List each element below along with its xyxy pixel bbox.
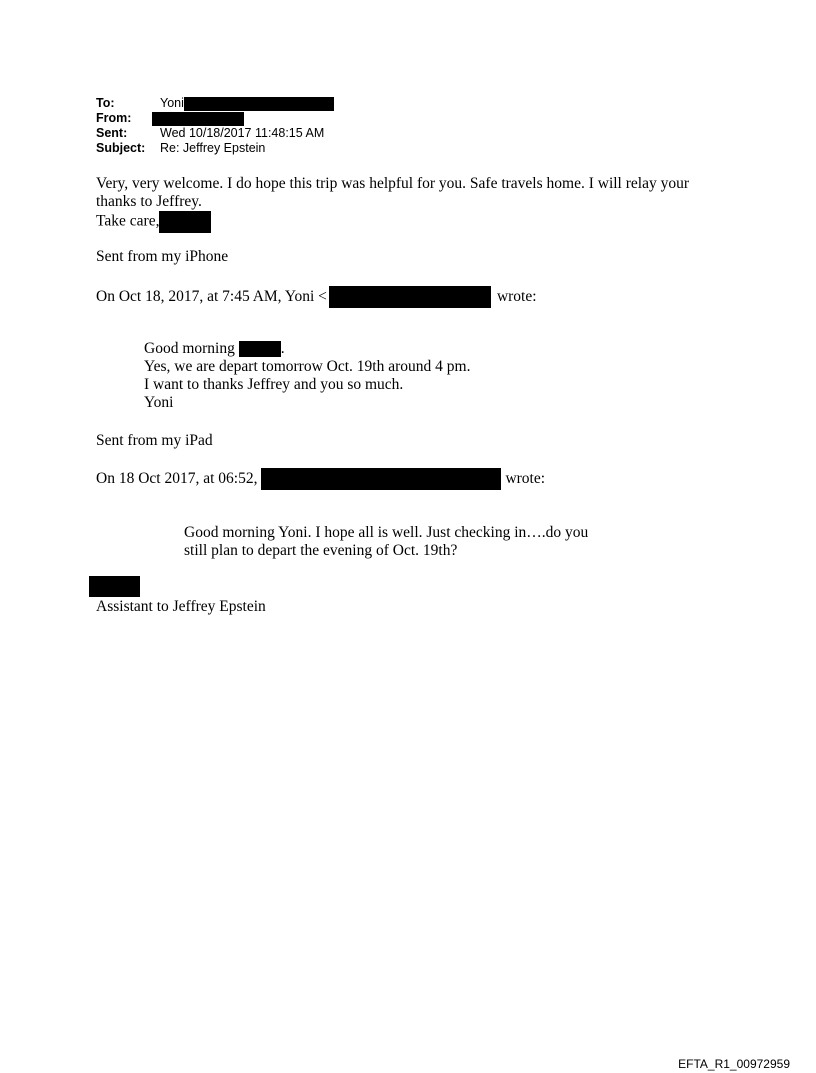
quote2-attribution: On 18 Oct 2017, at 06:52, wrote: xyxy=(96,468,545,490)
reply-line: Very, very welcome. I do hope this trip was helpful for you. Safe travels home. I will relay your xyxy=(96,175,689,192)
signature-title: Assistant to Jeffrey Epstein xyxy=(96,598,266,615)
quote-line: Good morning . xyxy=(144,340,285,357)
to-row xyxy=(96,96,334,111)
quote-line: Yoni xyxy=(144,394,174,411)
redaction-block xyxy=(89,576,140,597)
redaction-block xyxy=(184,97,334,111)
to-value: Yoni xyxy=(160,96,184,110)
quote2-body xyxy=(184,524,588,560)
quote-line: Good morning Yoni. I hope all is well. Just checking in….do you xyxy=(184,524,589,541)
quote1-attribution: On Oct 18, 2017, at 7:45 AM, Yoni < wrote: xyxy=(96,286,537,308)
reply-body xyxy=(96,175,689,233)
sent-label: Sent: xyxy=(96,126,128,140)
quote-line: Yes, we are depart tomorrow Oct. 19th around 4 pm. xyxy=(144,358,471,375)
redaction-block xyxy=(239,341,281,357)
from-label: From: xyxy=(96,111,132,125)
email-header xyxy=(96,96,334,156)
iphone-signoff: Sent from my iPhone xyxy=(96,248,229,265)
redaction-block xyxy=(152,112,244,126)
sent-value: Wed 10/18/2017 11:48:15 AM xyxy=(160,126,325,140)
from-row xyxy=(96,111,334,126)
subject-row xyxy=(96,141,334,156)
to-label: To: xyxy=(96,96,115,110)
redaction-block xyxy=(261,468,501,490)
quote1-body xyxy=(144,340,470,412)
quote-line: I want to thanks Jeffrey and you so much. xyxy=(144,376,404,393)
redaction-block xyxy=(329,286,491,308)
redaction-block xyxy=(159,211,211,233)
sent-row xyxy=(96,126,334,141)
subject-label: Subject: xyxy=(96,141,146,155)
reply-line: Take care, xyxy=(96,211,689,233)
document-id: EFTA_R1_00972959 xyxy=(678,1057,790,1071)
subject-value: Re: Jeffrey Epstein xyxy=(160,141,266,155)
reply-line: thanks to Jeffrey. xyxy=(96,193,202,210)
quote-line: still plan to depart the evening of Oct. 19th? xyxy=(184,542,458,559)
ipad-signoff: Sent from my iPad xyxy=(96,432,213,449)
signature-redaction xyxy=(89,576,140,597)
